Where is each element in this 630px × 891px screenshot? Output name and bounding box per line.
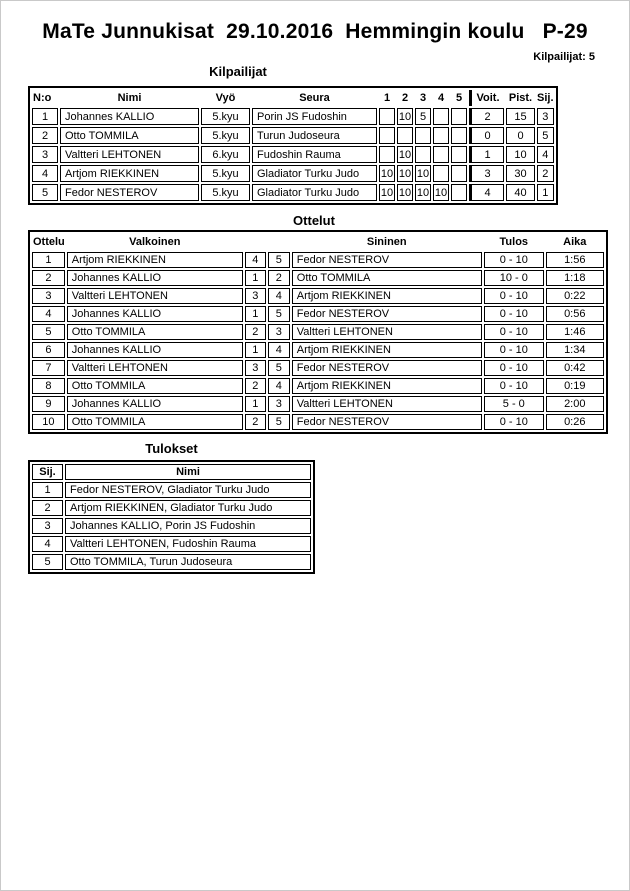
blue-competitor-number: 3 bbox=[268, 324, 290, 340]
results-table bbox=[28, 460, 315, 574]
match-result: 0 - 10 bbox=[484, 414, 544, 430]
white-competitor-number: 4 bbox=[245, 252, 266, 268]
white-competitor: Valtteri LEHTONEN bbox=[67, 360, 243, 376]
competitor-wins: 2 bbox=[469, 108, 504, 125]
blue-competitor: Valtteri LEHTONEN bbox=[292, 324, 482, 340]
blue-competitor: Fedor NESTEROV bbox=[292, 306, 482, 322]
blue-competitor: Otto TOMMILA bbox=[292, 270, 482, 286]
competitor-name: Johannes KALLIO bbox=[60, 108, 199, 125]
round-score: 10 bbox=[397, 184, 413, 201]
match-result: 0 - 10 bbox=[484, 252, 544, 268]
white-competitor: Otto TOMMILA bbox=[67, 324, 243, 340]
blue-competitor-number: 5 bbox=[268, 306, 290, 322]
match-row bbox=[32, 270, 604, 286]
white-competitor: Johannes KALLIO bbox=[67, 342, 243, 358]
result-name: Johannes KALLIO, Porin JS Fudoshin bbox=[65, 518, 311, 534]
result-place: 5 bbox=[32, 554, 63, 570]
round-score bbox=[451, 108, 467, 125]
blue-competitor-number: 5 bbox=[268, 414, 290, 430]
round-score bbox=[433, 127, 449, 144]
results-section-heading: Tulokset bbox=[145, 441, 198, 456]
matches-table bbox=[28, 230, 608, 434]
competitor-row bbox=[32, 108, 554, 125]
match-time: 2:00 bbox=[546, 396, 604, 412]
column-header-round-2: 2 bbox=[401, 92, 409, 104]
round-score: 10 bbox=[397, 146, 413, 163]
white-competitor-number: 3 bbox=[245, 288, 266, 304]
match-number: 9 bbox=[32, 396, 65, 412]
blue-competitor: Artjom RIEKKINEN bbox=[292, 378, 482, 394]
match-result: 0 - 10 bbox=[484, 306, 544, 322]
competitor-club: Gladiator Turku Judo bbox=[252, 165, 377, 182]
round-score bbox=[415, 127, 431, 144]
round-score bbox=[451, 127, 467, 144]
result-row bbox=[32, 554, 311, 570]
competitor-place: 3 bbox=[537, 108, 554, 125]
result-place: 2 bbox=[32, 500, 63, 516]
competitors-count: Kilpailijat: 5 bbox=[533, 51, 595, 63]
white-competitor-number: 1 bbox=[245, 396, 266, 412]
column-header-points: Pist. bbox=[508, 92, 533, 104]
match-time: 0:26 bbox=[546, 414, 604, 430]
column-header-blue-number bbox=[268, 234, 290, 250]
results-header-row bbox=[32, 464, 311, 480]
match-row bbox=[32, 288, 604, 304]
column-header-result: Tulos bbox=[499, 236, 529, 248]
competitors-header-row bbox=[32, 90, 554, 106]
competitor-number: 4 bbox=[32, 165, 58, 182]
result-row bbox=[32, 500, 311, 516]
round-score bbox=[433, 146, 449, 163]
blue-competitor-number: 3 bbox=[268, 396, 290, 412]
competitor-belt: 6.kyu bbox=[201, 146, 250, 163]
competitor-number: 3 bbox=[32, 146, 58, 163]
competitor-belt: 5.kyu bbox=[201, 127, 250, 144]
match-result: 0 - 10 bbox=[484, 288, 544, 304]
match-number: 3 bbox=[32, 288, 65, 304]
match-result: 0 - 10 bbox=[484, 378, 544, 394]
match-row bbox=[32, 360, 604, 376]
match-time: 0:42 bbox=[546, 360, 604, 376]
round-score: 10 bbox=[433, 184, 449, 201]
result-place: 4 bbox=[32, 536, 63, 552]
result-name: Otto TOMMILA, Turun Judoseura bbox=[65, 554, 311, 570]
result-row bbox=[32, 482, 311, 498]
competitor-belt: 5.kyu bbox=[201, 184, 250, 201]
competitor-belt: 5.kyu bbox=[201, 165, 250, 182]
match-result: 0 - 10 bbox=[484, 360, 544, 376]
match-number: 6 bbox=[32, 342, 65, 358]
competitor-row bbox=[32, 184, 554, 201]
result-row bbox=[32, 536, 311, 552]
result-name: Valtteri LEHTONEN, Fudoshin Rauma bbox=[65, 536, 311, 552]
result-row bbox=[32, 518, 311, 534]
competitor-place: 4 bbox=[537, 146, 554, 163]
round-score: 10 bbox=[379, 184, 395, 201]
competitors-section-heading: Kilpailijat bbox=[209, 64, 267, 79]
match-time: 1:56 bbox=[546, 252, 604, 268]
result-place: 1 bbox=[32, 482, 63, 498]
blue-competitor: Fedor NESTEROV bbox=[292, 360, 482, 376]
white-competitor-number: 3 bbox=[245, 360, 266, 376]
blue-competitor-number: 5 bbox=[268, 252, 290, 268]
white-competitor: Johannes KALLIO bbox=[67, 306, 243, 322]
competitor-row bbox=[32, 165, 554, 182]
match-row bbox=[32, 396, 604, 412]
column-header-round-4: 4 bbox=[437, 92, 445, 104]
round-score bbox=[415, 146, 431, 163]
white-competitor-number: 2 bbox=[245, 324, 266, 340]
competitor-wins: 1 bbox=[469, 146, 504, 163]
matches-header-row bbox=[32, 234, 604, 250]
competitor-wins: 0 bbox=[469, 127, 504, 144]
match-row bbox=[32, 342, 604, 358]
competitor-name: Fedor NESTEROV bbox=[60, 184, 199, 201]
white-competitor: Artjom RIEKKINEN bbox=[67, 252, 243, 268]
column-header-wins: Voit. bbox=[469, 90, 504, 106]
column-header-white-number bbox=[245, 234, 266, 250]
match-number: 2 bbox=[32, 270, 65, 286]
blue-competitor-number: 2 bbox=[268, 270, 290, 286]
blue-competitor: Artjom RIEKKINEN bbox=[292, 288, 482, 304]
match-number: 10 bbox=[32, 414, 65, 430]
column-header-name: Nimi bbox=[117, 92, 142, 104]
competitor-points: 0 bbox=[506, 127, 535, 144]
result-name: Artjom RIEKKINEN, Gladiator Turku Judo bbox=[65, 500, 311, 516]
match-result: 0 - 10 bbox=[484, 324, 544, 340]
column-header-place: Sij. bbox=[32, 464, 63, 480]
competitor-points: 10 bbox=[506, 146, 535, 163]
match-time: 1:46 bbox=[546, 324, 604, 340]
competitor-wins: 3 bbox=[469, 165, 504, 182]
blue-competitor-number: 4 bbox=[268, 342, 290, 358]
competitor-name: Artjom RIEKKINEN bbox=[60, 165, 199, 182]
round-score bbox=[379, 127, 395, 144]
white-competitor: Otto TOMMILA bbox=[67, 378, 243, 394]
column-header-round-1: 1 bbox=[383, 92, 391, 104]
white-competitor: Johannes KALLIO bbox=[67, 396, 243, 412]
blue-competitor: Fedor NESTEROV bbox=[292, 414, 482, 430]
white-competitor-number: 2 bbox=[245, 414, 266, 430]
competitor-number: 1 bbox=[32, 108, 58, 125]
round-score bbox=[433, 108, 449, 125]
white-competitor-number: 2 bbox=[245, 378, 266, 394]
competitor-belt: 5.kyu bbox=[201, 108, 250, 125]
match-number: 5 bbox=[32, 324, 65, 340]
competitor-row bbox=[32, 127, 554, 144]
matches-section-heading: Ottelut bbox=[293, 213, 335, 228]
match-time: 0:19 bbox=[546, 378, 604, 394]
competitor-wins: 4 bbox=[469, 184, 504, 201]
match-row bbox=[32, 414, 604, 430]
match-time: 0:56 bbox=[546, 306, 604, 322]
white-competitor: Johannes KALLIO bbox=[67, 270, 243, 286]
round-score bbox=[451, 146, 467, 163]
round-score bbox=[451, 184, 467, 201]
match-result: 10 - 0 bbox=[484, 270, 544, 286]
competitor-points: 30 bbox=[506, 165, 535, 182]
competitor-club: Gladiator Turku Judo bbox=[252, 184, 377, 201]
competitor-number: 2 bbox=[32, 127, 58, 144]
match-result: 0 - 10 bbox=[484, 342, 544, 358]
match-number: 1 bbox=[32, 252, 65, 268]
blue-competitor: Fedor NESTEROV bbox=[292, 252, 482, 268]
round-score bbox=[433, 165, 449, 182]
match-time: 0:22 bbox=[546, 288, 604, 304]
column-header-place: Sij. bbox=[537, 92, 554, 104]
column-header-white: Valkoinen bbox=[129, 236, 181, 248]
competitor-name: Otto TOMMILA bbox=[60, 127, 199, 144]
round-score bbox=[451, 165, 467, 182]
column-header-number: N:o bbox=[33, 92, 52, 104]
blue-competitor: Artjom RIEKKINEN bbox=[292, 342, 482, 358]
match-number: 7 bbox=[32, 360, 65, 376]
match-time: 1:34 bbox=[546, 342, 604, 358]
competitor-points: 15 bbox=[506, 108, 535, 125]
competitor-place: 5 bbox=[537, 127, 554, 144]
competitor-club: Turun Judoseura bbox=[252, 127, 377, 144]
competitor-place: 1 bbox=[537, 184, 554, 201]
competitor-number: 5 bbox=[32, 184, 58, 201]
round-score bbox=[397, 127, 413, 144]
column-header-belt: Vyö bbox=[215, 92, 236, 104]
match-row bbox=[32, 378, 604, 394]
competitor-name: Valtteri LEHTONEN bbox=[60, 146, 199, 163]
competitor-place: 2 bbox=[537, 165, 554, 182]
round-score: 10 bbox=[415, 165, 431, 182]
round-score bbox=[379, 108, 395, 125]
competitors-table bbox=[28, 86, 558, 205]
column-header-blue: Sininen bbox=[366, 236, 407, 248]
blue-competitor-number: 4 bbox=[268, 378, 290, 394]
competitor-points: 40 bbox=[506, 184, 535, 201]
blue-competitor-number: 4 bbox=[268, 288, 290, 304]
white-competitor: Valtteri LEHTONEN bbox=[67, 288, 243, 304]
match-row bbox=[32, 324, 604, 340]
round-score: 10 bbox=[397, 108, 413, 125]
column-header-round-5: 5 bbox=[455, 92, 463, 104]
column-header-match: Ottelu bbox=[33, 236, 65, 248]
competitor-row bbox=[32, 146, 554, 163]
match-number: 4 bbox=[32, 306, 65, 322]
match-row bbox=[32, 306, 604, 322]
match-row bbox=[32, 252, 604, 268]
white-competitor-number: 1 bbox=[245, 342, 266, 358]
white-competitor-number: 1 bbox=[245, 270, 266, 286]
round-score: 10 bbox=[379, 165, 395, 182]
round-score: 5 bbox=[415, 108, 431, 125]
blue-competitor-number: 5 bbox=[268, 360, 290, 376]
white-competitor-number: 1 bbox=[245, 306, 266, 322]
column-header-name: Nimi bbox=[65, 464, 311, 480]
round-score: 10 bbox=[397, 165, 413, 182]
round-score: 10 bbox=[415, 184, 431, 201]
blue-competitor: Valtteri LEHTONEN bbox=[292, 396, 482, 412]
page-title: MaTe Junnukisat 29.10.2016 Hemmingin koulu P-29 bbox=[42, 20, 588, 43]
round-score bbox=[379, 146, 395, 163]
match-result: 5 - 0 bbox=[484, 396, 544, 412]
competitor-club: Porin JS Fudoshin bbox=[252, 108, 377, 125]
column-header-club: Seura bbox=[299, 92, 330, 104]
white-competitor: Otto TOMMILA bbox=[67, 414, 243, 430]
match-time: 1:18 bbox=[546, 270, 604, 286]
result-name: Fedor NESTEROV, Gladiator Turku Judo bbox=[65, 482, 311, 498]
column-header-round-3: 3 bbox=[419, 92, 427, 104]
column-header-time: Aika bbox=[563, 236, 587, 248]
result-place: 3 bbox=[32, 518, 63, 534]
competitor-club: Fudoshin Rauma bbox=[252, 146, 377, 163]
match-number: 8 bbox=[32, 378, 65, 394]
